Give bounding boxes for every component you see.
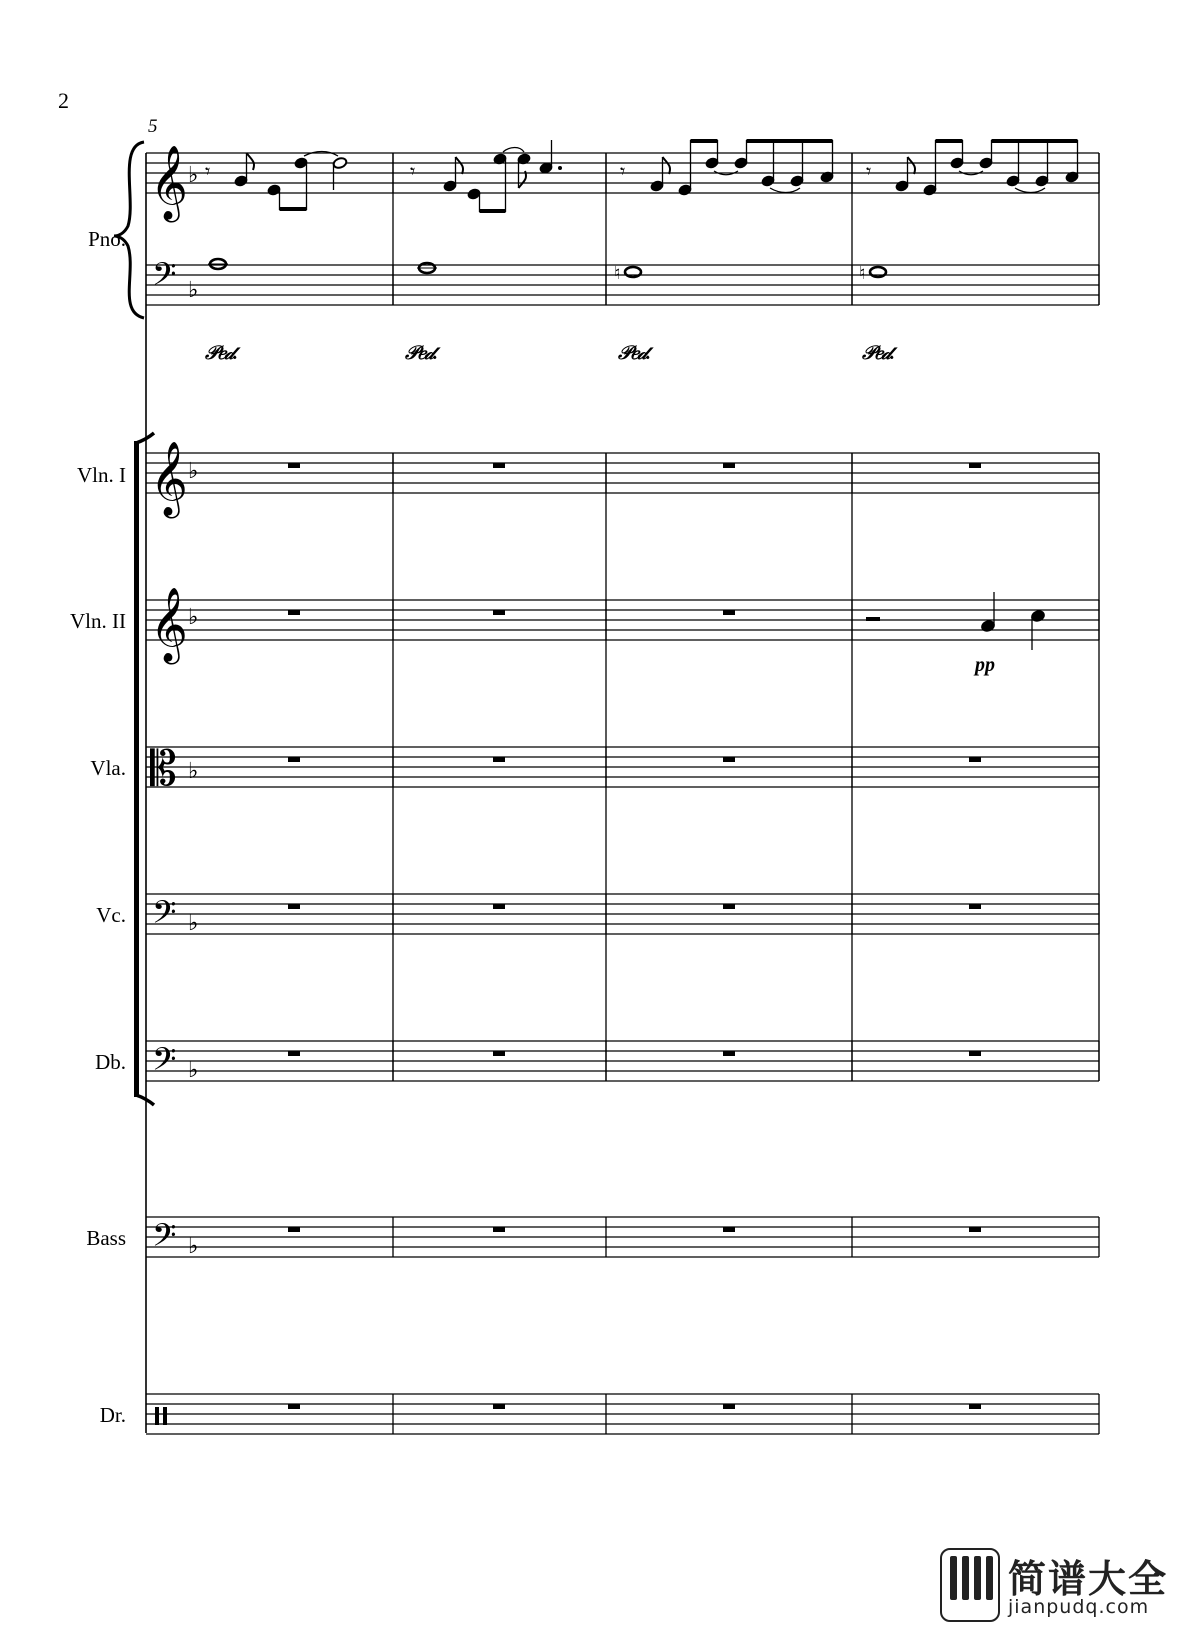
logo-url: jianpudq.com (1008, 1596, 1150, 1618)
whole-rest (288, 1051, 300, 1056)
whole-rest (969, 463, 981, 468)
whole-rest (493, 904, 505, 909)
percussion-clef (163, 1407, 167, 1425)
whole-rest (288, 1404, 300, 1409)
bracket-hook-bottom (136, 1095, 154, 1105)
instrument-label-drums: Dr. (99, 1403, 126, 1427)
instrument-label-violin-2: Vln. II (70, 609, 126, 633)
flat-key-signature: ♭ (188, 911, 199, 936)
whole-rest (723, 1227, 735, 1232)
whole-rest (969, 1404, 981, 1409)
tie (304, 152, 338, 157)
site-logo (940, 1548, 1180, 1622)
flat-key-signature: ♭ (188, 1058, 199, 1083)
whole-rest (723, 610, 735, 615)
tie (770, 188, 800, 193)
violin-2-staff (146, 600, 1099, 640)
page-number: 2 (58, 88, 69, 113)
instrument-label-double-bass: Db. (95, 1050, 126, 1074)
tie (503, 148, 524, 153)
pedal-mark: 𝒫𝑒𝒹. (862, 343, 894, 364)
piano-bass-staff (146, 265, 1099, 305)
flat-key-signature: ♭ (188, 278, 199, 303)
measure-number: 5 (148, 116, 158, 137)
dynamic-marking: pp (975, 654, 995, 676)
instrument-label-viola: Vla. (90, 756, 126, 780)
treble-clef: 𝄞 (150, 442, 188, 516)
instrument-label-bass: Bass (86, 1226, 126, 1250)
bass-clef: 𝄢 (152, 1041, 177, 1085)
natural-sign: ♮ (614, 263, 621, 284)
whole-rest (723, 463, 735, 468)
double-bass-staff (146, 1041, 1099, 1081)
whole-rest (723, 1051, 735, 1056)
instrument-label-violin-1: Vln. I (77, 463, 126, 487)
bass-clef: 𝄢 (152, 894, 177, 938)
whole-rest (493, 1051, 505, 1056)
strings-bracket (134, 441, 139, 1097)
logo-title: 简谱大全 (1008, 1557, 1169, 1601)
drums-staff (146, 1394, 1099, 1434)
whole-rest (493, 1227, 505, 1232)
whole-rest (493, 463, 505, 468)
treble-clef: 𝄞 (150, 146, 188, 220)
whole-rest (723, 904, 735, 909)
flat-key-signature: ♭ (188, 459, 199, 484)
violin-1-staff (146, 453, 1099, 493)
eighth-rest: 𝄾 (866, 159, 872, 183)
whole-rest (493, 1404, 505, 1409)
pedal-mark: 𝒫𝑒𝒹. (405, 343, 437, 364)
whole-rest (288, 904, 300, 909)
tie (1015, 188, 1045, 193)
whole-rest (288, 463, 300, 468)
whole-rest (493, 757, 505, 762)
flat-key-signature: ♭ (188, 163, 199, 188)
instrument-label-piano: Pno. (88, 227, 126, 251)
whole-rest (969, 904, 981, 909)
whole-rest (723, 757, 735, 762)
flat-key-signature: ♭ (188, 1234, 199, 1259)
note-head (332, 157, 347, 170)
whole-rest (493, 610, 505, 615)
whole-rest (969, 1227, 981, 1232)
alto-clef: 𝄡 (150, 741, 177, 797)
viola-staff (146, 747, 1099, 787)
percussion-clef (155, 1407, 159, 1425)
whole-rest (969, 757, 981, 762)
whole-rest (288, 1227, 300, 1232)
eighth-rest: 𝄾 (410, 159, 416, 183)
whole-rest (969, 1051, 981, 1056)
flat-key-signature: ♭ (188, 605, 199, 630)
piano-brace (114, 142, 144, 318)
pedal-mark: 𝒫𝑒𝒹. (618, 343, 650, 364)
eighth-rest: 𝄾 (620, 159, 626, 183)
half-rest (866, 617, 880, 621)
bass-clef: 𝄢 (152, 1217, 177, 1261)
eighth-rest: 𝄾 (205, 159, 211, 183)
whole-rest (723, 1404, 735, 1409)
dot (558, 166, 562, 170)
whole-rest (288, 610, 300, 615)
treble-clef: 𝄞 (150, 588, 188, 662)
cello-staff (146, 894, 1099, 934)
pedal-mark: 𝒫𝑒𝒹. (205, 343, 237, 364)
whole-rest (288, 757, 300, 762)
natural-sign: ♮ (859, 263, 866, 284)
instrument-label-cello: Vc. (96, 903, 126, 927)
bass-clef: 𝄢 (152, 256, 177, 300)
piano-keys-icon (940, 1548, 1000, 1622)
flat-key-signature: ♭ (188, 759, 199, 784)
bass-staff (146, 1217, 1099, 1257)
